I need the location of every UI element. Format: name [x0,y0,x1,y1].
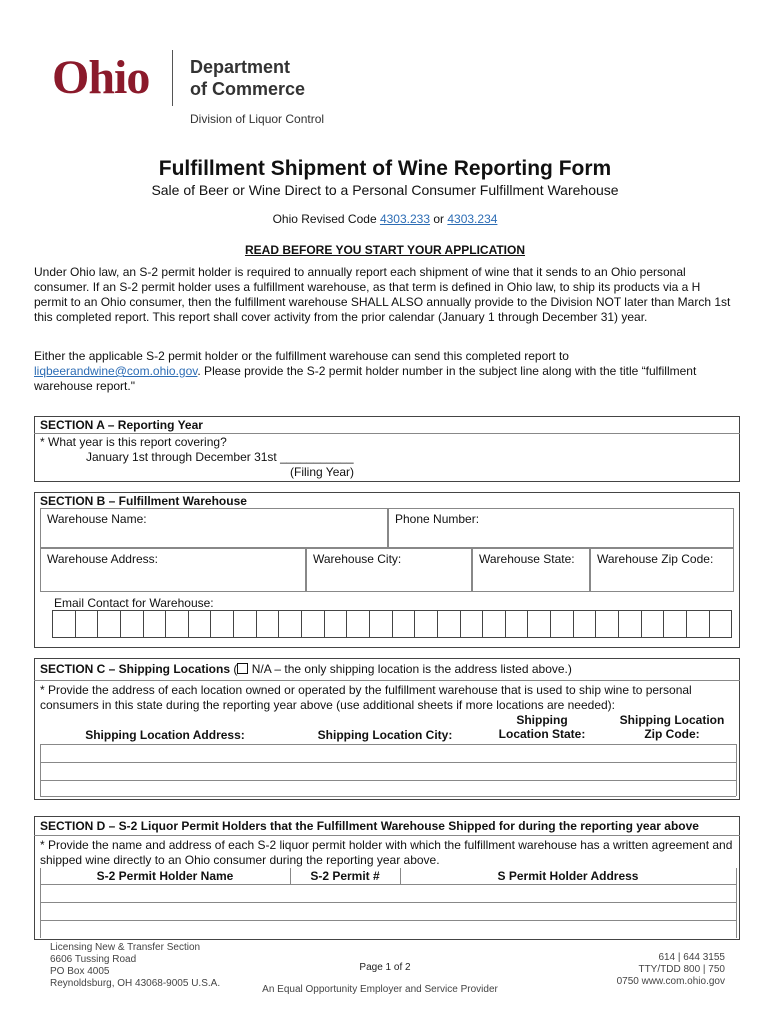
footer-contact [560,952,725,988]
table-c-line-4 [40,796,736,797]
footer-address [50,942,220,990]
section-c-heading: SECTION C – Shipping Locations [40,662,231,676]
section-b-heading: SECTION B – Fulfillment Warehouse [40,494,247,508]
ohio-logo: Ohio [52,51,150,104]
col-shipping-state-line1: Shipping [516,713,568,727]
warehouse-address-field[interactable] [40,548,306,592]
warehouse-zip-field[interactable] [590,548,734,592]
revised-code-line [0,212,770,226]
send-suffix: . Please provide the S-2 permit holder number in the subject line along with the title “fulfillment warehouse report." [34,364,697,393]
page-total: 2 [405,962,411,973]
page-number [300,962,470,974]
col-permit-number: S-2 Permit # [310,869,380,883]
page-current: 1 [385,962,392,973]
warehouse-address-label: Warehouse Address: [47,552,158,566]
section-a-question: * What year is this report covering? [40,435,227,449]
form-title: Fulfillment Shipment of Wine Reporting Form [158,157,612,180]
reporting-year-field[interactable]: January 1st through December 31st ___________ [86,450,354,464]
send-prefix: Either the applicable S-2 permit holder or the fulfillment warehouse can send this completed report to [34,349,569,363]
footer-phone: 614 | 644 3155 [658,952,725,963]
warehouse-state-label: Warehouse State: [479,552,575,566]
section-a-divider [34,433,740,434]
email-contact-field[interactable] [52,610,732,638]
footer-city: Reynoldsburg, OH 43068-9005 U.S.A. [50,978,221,989]
division-name: Division of Liquor Control [190,112,325,126]
footer-website: 0750 www.com.ohio.gov [616,976,725,987]
filing-year-label: (Filing Year) [290,465,355,479]
section-c-na-note: N/A – the only shipping location is the address listed above.) [248,662,572,676]
shipping-row-2[interactable] [40,763,736,780]
warehouse-city-label: Warehouse City: [313,552,402,566]
code-prefix: Ohio Revised Code [272,212,380,226]
code-link-4303-234[interactable]: 4303.234 [447,212,498,226]
code-link-4303-233[interactable]: 4303.233 [379,212,431,226]
page-of: of [391,962,406,973]
col-permit-holder-name: S-2 Permit Holder Name [96,869,234,883]
col-shipping-zip [604,713,740,741]
col-shipping-address: Shipping Location Address: [85,728,245,742]
shipping-row-3[interactable] [40,781,736,796]
logo-divider [172,50,173,106]
form-subtitle: Sale of Beer or Wine Direct to a Personal Consumer Fulfillment Warehouse [151,182,619,198]
footer-po-box: PO Box 4005 [50,966,110,977]
warehouse-zip-label: Warehouse Zip Code: [597,552,714,566]
department-name [190,56,305,100]
section-c-na-open: ( [230,662,238,676]
section-d-divider [34,835,740,836]
department-line2: of Commerce [190,79,306,99]
code-middle: or [430,212,448,226]
email-link[interactable]: liqbeerandwine@com.ohio.gov [34,364,198,378]
col-shipping-state-line2: Location State: [498,727,586,741]
footer-street: 6606 Tussing Road [50,954,137,965]
warehouse-city-field[interactable] [306,548,472,592]
department-line1: Department [190,57,291,77]
phone-number-label: Phone Number: [395,512,480,526]
section-c-instructions: * Provide the address of each location owned or operated by the fulfillment warehouse that is used to ship wine to personal consumers in this state during the reporting year above (use additional sheets if more locations are needed): [40,683,692,712]
warehouse-state-field[interactable] [472,548,590,592]
permit-holder-row-2[interactable] [40,903,736,920]
table-d-vline-2 [290,868,291,884]
col-shipping-zip-line2: Zip Code: [644,727,700,741]
table-d-vline-4 [736,868,737,938]
intro-paragraph: Under Ohio law, an S-2 permit holder is required to annually report each shipment of wine that it sends to an Ohio personal consumer. If an S-2 permit holder uses a fulfillment warehouse, as that term is defined in Ohio law, to ship its products via a H permit to an Ohio consumer, then the fulfillment warehouse SHALL ALSO annually provide to the Division NOT later than March 1st this completed report. This report shall cover activity from the prior calendar (January 1 through December 31) year. [34,265,731,324]
footer-tty: TTY/TDD 800 | 750 [638,964,725,975]
section-c-header [40,662,572,676]
phone-number-field[interactable] [388,508,734,548]
col-permit-holder-address: S Permit Holder Address [497,869,639,883]
send-paragraph [34,349,734,394]
shipping-row-1[interactable] [40,745,736,762]
page-prefix: Page [359,962,386,973]
footer-section-name: Licensing New & Transfer Section [50,942,201,953]
permit-holder-row-3[interactable] [40,921,736,938]
section-d-instructions: * Provide the name and address of each S-2 liquor permit holder with which the fulfillment warehouse has a written agreement and shipped wine directly to an Ohio consumer during the reporting year above. [40,838,733,867]
col-shipping-zip-line1: Shipping Location [619,713,725,727]
read-before-heading: READ BEFORE YOU START YOUR APPLICATION [244,243,526,257]
email-contact-label: Email Contact for Warehouse: [54,596,214,610]
section-a-heading: SECTION A – Reporting Year [40,418,203,432]
permit-holder-row-1[interactable] [40,885,736,902]
section-d-heading: SECTION D – S-2 Liquor Permit Holders that the Fulfillment Warehouse Shipped for during the reporting year above [40,819,699,833]
warehouse-name-field[interactable] [40,508,388,548]
col-shipping-city: Shipping Location City: [317,728,453,742]
section-c-divider [34,680,740,681]
col-shipping-state [480,713,604,741]
table-c-vline-2 [736,744,737,796]
warehouse-name-label: Warehouse Name: [47,512,147,526]
table-d-vline-3 [400,868,401,884]
na-checkbox[interactable] [237,663,248,674]
equal-opportunity: An Equal Opportunity Employer and Service Provider [262,984,498,995]
